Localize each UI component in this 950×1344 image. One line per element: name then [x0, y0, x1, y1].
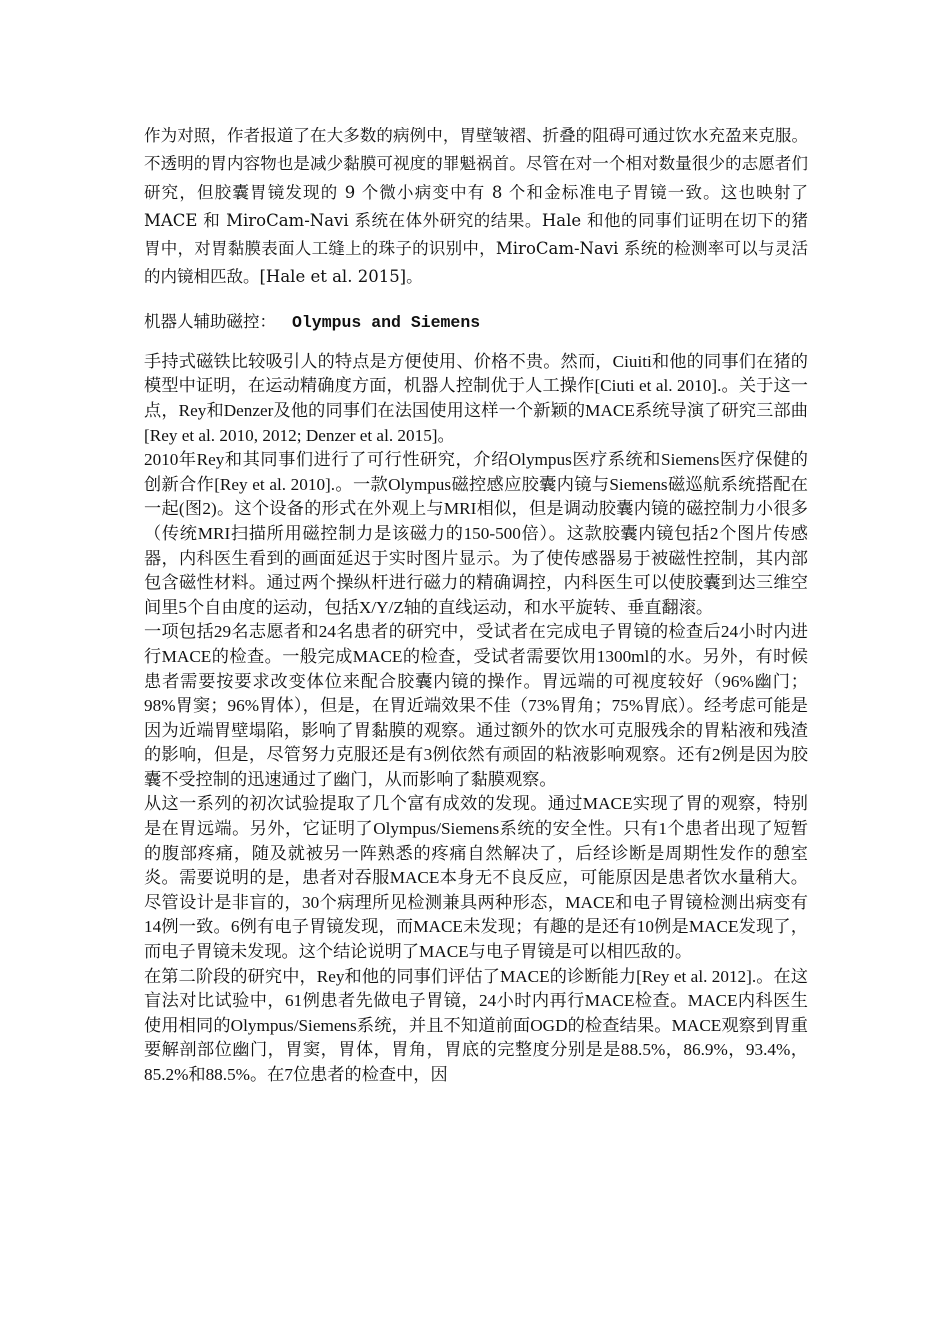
- section-heading: [144, 309, 808, 336]
- intro-paragraph: 作为对照，作者报道了在大多数的病例中，胃壁皱褶、折叠的阻碍可通过饮水充盈来克服。不透明的胃内容物也是减少黏膜可视度的罪魁祸首。尽管在对一个相对数量很少的志愿者们研究，但胶囊胃镜发现的 9 个微小病变中有 8 个和金标准电子胃镜一致。这也映射了 MACE 和 MiroCam-Navi 系统在体外研究的结果。Hale 和他的同事们证明在切下的猪胃中，对胃黏膜表面人工缝上的珠子的识别中，MiroCam-Navi 系统的检测率可以与灵活的内镜相匹敌。[Hale et al. 2015]。: [144, 126, 808, 287]
- section-heading-bold: Olympus and Siemens: [292, 312, 481, 332]
- section-heading-label: 机器人辅助磁控：: [144, 311, 276, 331]
- paragraph-5: 在第二阶段的研究中，Rey和他的同事们评估了MACE的诊断能力[Rey et al. 2012].。在这盲法对比试验中，61例患者先做电子胃镜，24小时内再行MACE检查。MACE内科医生使用相同的Olympus/Siemens系统，并且不知道前面OGD的检查结果。MACE观察到胃重要解剖部位幽门，胃窦，胃体，胃角，胃底的完整度分别是是88.5%，86.9%，93.4%，85.2%和88.5%。在7位患者的检查中，因: [144, 966, 808, 1084]
- paragraph-4: 从这一系列的初次试验提取了几个富有成效的发现。通过MACE实现了胃的观察，特别是在胃远端。另外，它证明了Olympus/Siemens系统的安全性。只有1个患者出现了短暂的腹部疼痛，随及就被另一阵熟悉的疼痛自然解决了，后经诊断是周期性发作的憩室炎。需要说明的是，患者对吞服MACE本身无不良反应，可能原因是患者饮水量稍大。尽管设计是非盲的，30个病理所见检测兼具两种形态，MACE和电子胃镜检测出病变有14例一致。6例有电子胃镜发现，而MACE未发现；有趣的是还有10例是MACE发现了，而电子胃镜未发现。这个结论说明了MACE与电子胃镜是可以相匹敌的。: [144, 794, 808, 962]
- paragraph-2: 2010年Rey和其同事们进行了可行性研究，介绍Olympus医疗系统和Siemens医疗保健的创新合作[Rey et al. 2010].。一款Olympus磁控感应胶囊内镜与Siemens磁巡航系统搭配在一起(图2)。这个设备的形式在外观上与MRI相似，但是调动胶囊内镜的磁控制力小很多（传统MRI扫描所用磁控制力是该磁力的150-500倍）。这款胶囊内镜包括2个图片传感器，内科医生看到的画面延迟于实时图片显示。为了使传感器易于被磁性控制，其内部包含磁性材料。通过两个操纵杆进行磁力的精确调控，内科医生可以使胶囊到达三维空间里5个自由度的运动，包括X/Y/Z轴的直线运动，和水平旋转、垂直翻滚。: [144, 450, 808, 617]
- paragraph-3: 一项包括29名志愿者和24名患者的研究中，受试者在完成电子胃镜的检查后24小时内进行MACE的检查。一般完成MACE的检查，受试者需要饮用1300ml的水。另外，有时候患者需要按要求改变体位来配合胶囊内镜的操作。胃远端的可视度较好（96%幽门；98%胃窦；96%胃体），但是，在胃近端效果不佳（73%胃角；75%胃底）。经考虑可能是因为近端胃壁塌陷，影响了胃黏膜的观察。通过额外的饮水可克服残余的胃粘液和残渣的影响，但是，尽管努力克服还是有3例依然有顽固的粘液影响观察。还有2例是因为胶囊不受控制的迅速通过了幽门，从而影响了黏膜观察。: [144, 622, 808, 789]
- document-page: [144, 122, 808, 1088]
- paragraph-1: 手持式磁铁比较吸引人的特点是方便使用、价格不贵。然而，Ciuiti和他的同事们在猪的模型中证明，在运动精确度方面，机器人控制优于人工操作[Ciuti et al. 2010].。关于这一点，Rey和Denzer及他的同事们在法国使用这样一个新颖的MACE系统导演了研究三部曲[Rey et al. 2010, 2012; Denzer et al. 2015]。: [144, 351, 808, 445]
